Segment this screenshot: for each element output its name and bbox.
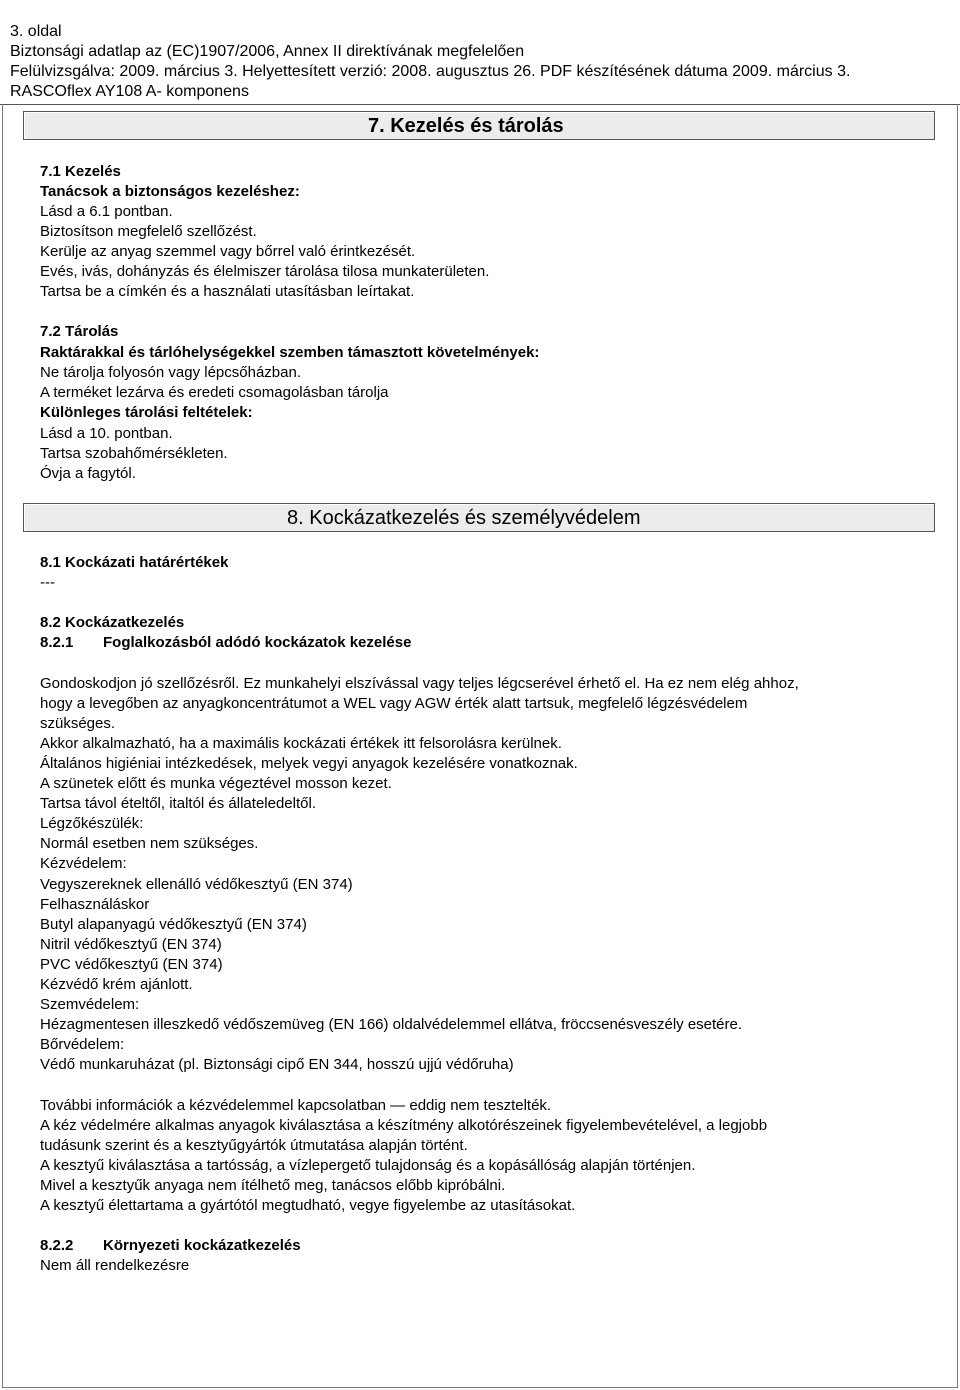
text-line: Mivel a kesztyűk anyaga nem ítélhető meg, tanácsos előbb kipróbálni. xyxy=(40,1177,506,1194)
section-8-2-2-value: Nem áll rendelkezésre xyxy=(40,1257,190,1274)
text-line: Kerülje az anyag szemmel vagy bőrrel való érintkezését. xyxy=(40,243,416,260)
section-7-2-subheading: Raktárakkal és tárlóhelységekkel szemben támasztott követelmények: xyxy=(40,344,540,361)
text-line: Nitril védőkesztyű (EN 374) xyxy=(40,936,222,953)
text-line: Gondoskodjon jó szellőzésről. Ez munkahelyi elszívással vagy teljes légcserével érhető el. Ha ez nem elég ahhoz, xyxy=(40,675,799,692)
text-line: Tartsa be a címkén és a használati utasításban leírtakat. xyxy=(40,283,415,300)
text-line: Tartsa szobahőmérsékleten. xyxy=(40,445,228,462)
section-8-2-1-number: 8.2.1 xyxy=(40,634,74,651)
section-8-2-heading: 8.2 Kockázatkezelés xyxy=(40,614,185,631)
text-line: Kézvédő krém ajánlott. xyxy=(40,976,193,993)
text-line: Butyl alapanyagú védőkesztyű (EN 374) xyxy=(40,916,307,933)
text-line: További információk a kézvédelemmel kapcsolatban — eddig nem tesztelték. xyxy=(40,1097,552,1114)
text-line: Bőrvédelem: xyxy=(40,1036,125,1053)
text-line: Hézagmentesen illeszkedő védőszemüveg (EN 166) oldalvédelemmel ellátva, fröccsenésveszély esetére. xyxy=(40,1016,743,1033)
text-line: Ne tárolja folyosón vagy lépcsőházban. xyxy=(40,364,301,381)
section-8-2-2-title: Környezeti kockázatkezelés xyxy=(103,1237,301,1254)
text-line: A kesztyű kiválasztása a tartósság, a vízlepergető tulajdonság és a kopásállóság alapján történjen. xyxy=(40,1157,696,1174)
product-name: RASCOflex AY108 A- komponens xyxy=(10,83,249,100)
document-title: Biztonsági adatlap az (EC)1907/2006, Annex II direktívának megfelelően xyxy=(10,43,525,60)
section-7-2-subheading-2: Különleges tárolási feltételek: xyxy=(40,404,253,421)
section-7-1-heading: 7.1 Kezelés xyxy=(40,163,121,180)
text-line: Felhasználáskor xyxy=(40,896,150,913)
text-line: Tartsa távol ételtől, italtól és állateledeltől. xyxy=(40,795,316,812)
section-7-title: 7. Kezelés és tárolás xyxy=(368,115,564,137)
section-8-2-1-title: Foglalkozásból adódó kockázatok kezelése xyxy=(103,634,412,651)
revision-info: Felülvizsgálva: 2009. március 3. Helyettesített verzió: 2008. augusztus 26. PDF készítésének dátuma 2009. március 3. xyxy=(10,63,851,80)
text-line: A kéz védelmére alkalmas anyagok kiválasztása a készítmény alkotórészeinek figyelembevételével, a legjobb xyxy=(40,1117,768,1134)
text-line: tudásunk szerint és a kesztyűgyártók útmutatása alapján történt. xyxy=(40,1137,468,1154)
section-8-1-value: --- xyxy=(40,574,55,591)
text-line: hogy a levegőben az anyagkoncentrátumot a WEL vagy AGW érték alatt tartsuk, megfelelő légzésvédelem xyxy=(40,695,748,712)
text-line: A kesztyű élettartama a gyártótól megtudható, vegye figyelembe az utasításokat. xyxy=(40,1197,576,1214)
text-line: PVC védőkesztyű (EN 374) xyxy=(40,956,223,973)
section-8-title: 8. Kockázatkezelés és személyvédelem xyxy=(287,507,641,529)
text-line: Vegyszereknek ellenálló védőkesztyű (EN 374) xyxy=(40,876,353,893)
text-line: Lásd a 10. pontban. xyxy=(40,425,173,442)
page-number: 3. oldal xyxy=(10,23,62,40)
text-line: Normál esetben nem szükséges. xyxy=(40,835,259,852)
text-line: Kézvédelem: xyxy=(40,855,127,872)
text-line: Lásd a 6.1 pontban. xyxy=(40,203,173,220)
text-line: A terméket lezárva és eredeti csomagolásban tárolja xyxy=(40,384,389,401)
text-line: Evés, ivás, dohányzás és élelmiszer tárolása tilosa munkaterületen. xyxy=(40,263,490,280)
text-line: Általános higiéniai intézkedések, melyek vegyi anyagok kezelésére vonatkoznak. xyxy=(40,755,578,772)
text-line: Akkor alkalmazható, ha a maximális kockázati értékek itt felsorolásra kerülnek. xyxy=(40,735,562,752)
text-line: Óvja a fagytól. xyxy=(40,465,136,482)
section-8-2-2-number: 8.2.2 xyxy=(40,1237,74,1254)
text-line: A szünetek előtt és munka végeztével mosson kezet. xyxy=(40,775,392,792)
section-7-2-heading: 7.2 Tárolás xyxy=(40,323,119,340)
text-line: Védő munkaruházat (pl. Biztonsági cipő EN 344, hosszú ujjú védőruha) xyxy=(40,1056,514,1073)
text-line: szükséges. xyxy=(40,715,116,732)
section-8-1-heading: 8.1 Kockázati határértékek xyxy=(40,554,229,571)
text-line: Biztosítson megfelelő szellőzést. xyxy=(40,223,257,240)
text-line: Légzőkészülék: xyxy=(40,815,144,832)
text-line: Szemvédelem: xyxy=(40,996,140,1013)
section-7-1-subheading: Tanácsok a biztonságos kezeléshez: xyxy=(40,183,300,200)
